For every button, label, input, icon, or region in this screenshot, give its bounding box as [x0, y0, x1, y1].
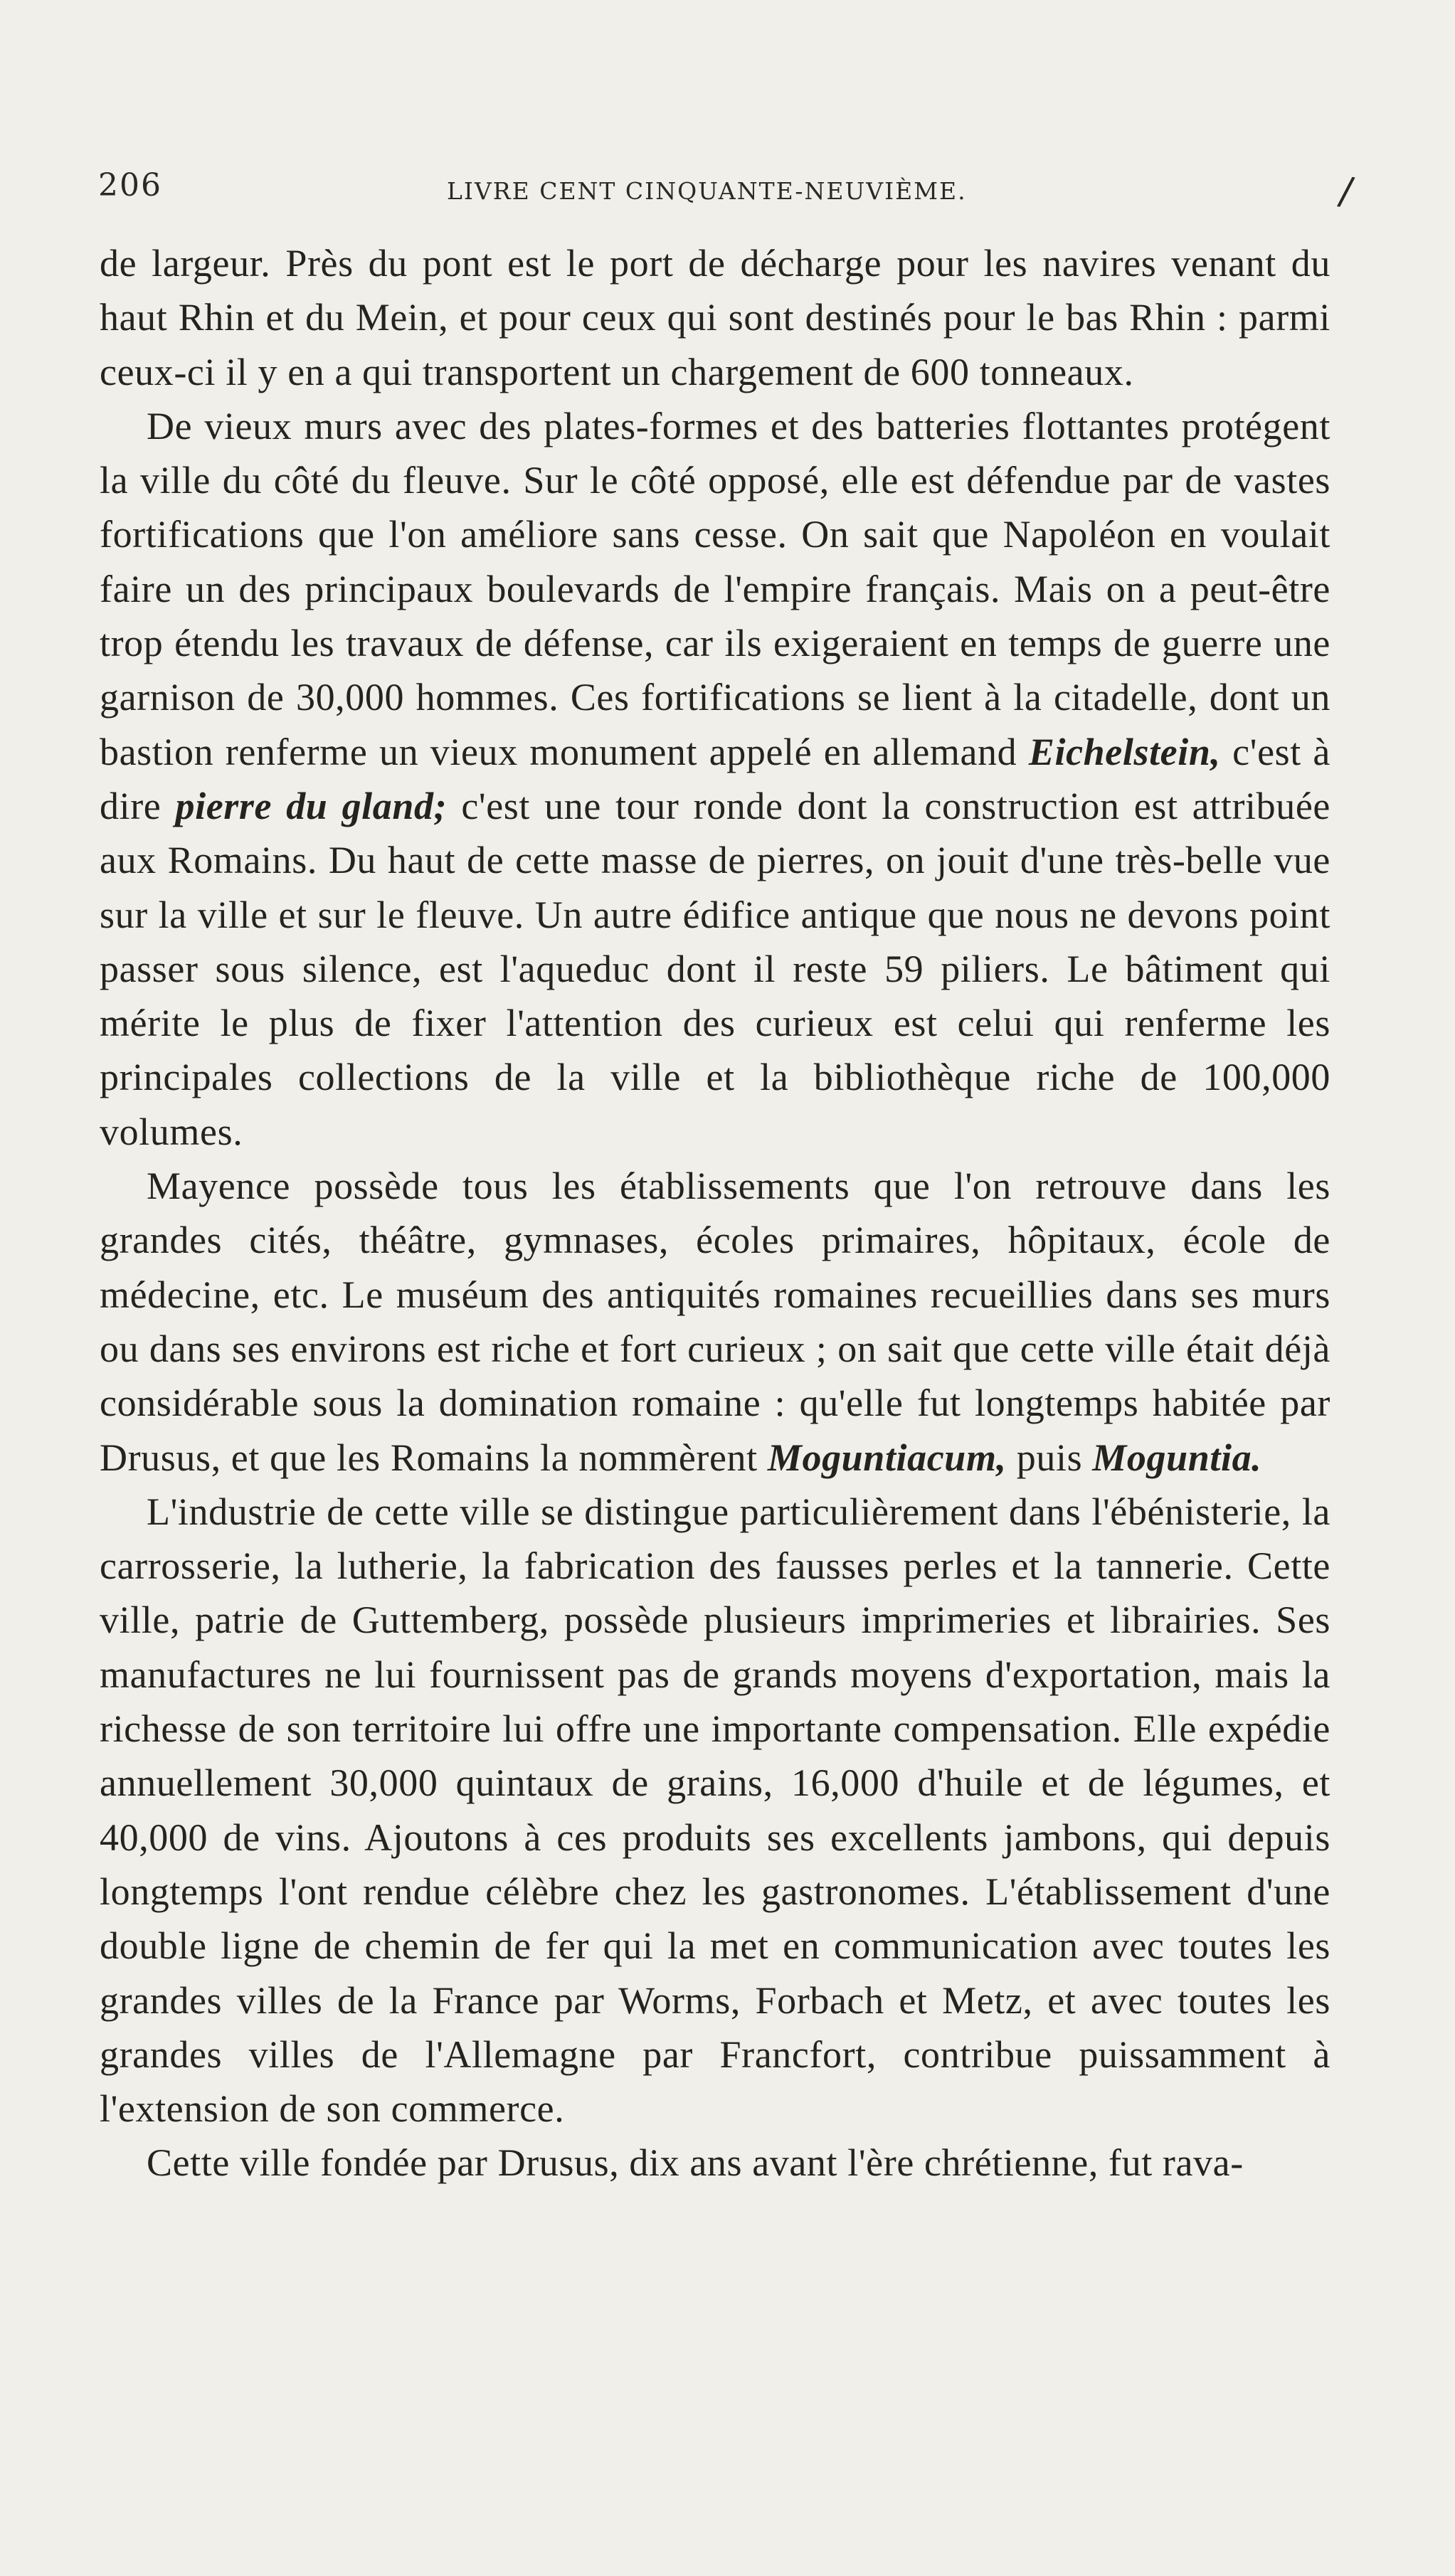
paragraph-text: c'est une tour ronde dont la construction est attribuée aux Romains. Du haut de cette masse de pierres, on jouit d'une très-belle vue sur la ville et sur le fleuve. Un autre édifice antique que nous ne devons point passer sous silence, est l'aqueduc dont il reste 59 piliers. Le bâtiment qui mérite le plus de fixer l'attention des curieux est celui qui renferme les principales collections de la ville et la bibliothèque riche de 100,000 volumes.: [100, 784, 1330, 1153]
paragraph-text: L'industrie de cette ville se distingue particulièrement dans l'ébénisterie, la carrosserie, la lutherie, la fabrication des fausses perles et la tannerie. Cette ville, patrie de Guttemberg, possède plusieurs imprimeries et librairies. Ses manufactures ne lui fournissent pas de grands moyens d'exportation, mais la richesse de son territoire lui offre une importante compensation. Elle expédie annuellement 30,000 quintaux de grains, 16,000 d'huile et de légumes, et 40,000 de vins. Ajoutons à ces produits ses excellents jambons, qui depuis longtemps l'ont rendue célèbre chez les gastronomes. L'établissement d'une double ligne de chemin de fer qui la met en communication avec toutes les grandes villes de la France par Worms, Forbach et Metz, et avec toutes les grandes villes de l'Allemagne par Francfort, contribue puissamment à l'extension de son commerce.: [100, 1490, 1330, 2131]
italic-term: Moguntia.: [1092, 1436, 1262, 1479]
paragraph-text: Cette ville fondée par Drusus, dix ans avant l'ère chrétienne, fut rava-: [147, 2141, 1244, 2185]
italic-term: Moguntiacum,: [767, 1436, 1007, 1479]
page-number: 206: [98, 167, 162, 203]
paragraph-fortifications: [100, 399, 1330, 1159]
paragraph-continuation: [100, 236, 1330, 399]
paragraph-text: De vieux murs avec des plates-formes et des batteries flottantes protégent la ville du côté du fleuve. Sur le côté opposé, elle est défendue par de vastes fortifications que l'on améliore sans cesse. On sait que Napoléon en voulait faire un des principaux boulevards de l'empire français. Mais on a peut-être trop étendu les travaux de défense, car ils exigeraient en temps de guerre une garnison de 30,000 hommes. Ces fortifications se lient à la citadelle, dont un bastion renferme un vieux monument appelé en allemand: [100, 404, 1330, 773]
italic-term: Eichelstein,: [1028, 730, 1221, 773]
paragraph-text: de largeur. Près du pont est le port de décharge pour les navires venant du haut Rhin et du Mein, et pour ceux qui sont destinés pour le bas Rhin : parmi ceux-ci il y en a qui transportent un chargement de 600 tonneaux.: [100, 242, 1330, 393]
paragraph-text: puis: [1016, 1436, 1083, 1479]
paragraph-text: c'est à dire: [100, 730, 1331, 827]
paragraph-history: [100, 2136, 1330, 2190]
paragraph-industry: [100, 1485, 1330, 2136]
paragraph-text: Mayence possède tous les établissements que l'on retrouve dans les grandes cités, théâtre, gymnases, écoles primaires, hôpitaux, école de médecine, etc. Le muséum des antiquités romaines recueillies dans ses murs ou dans ses environs est riche et fort curieux ; on sait que cette ville était déjà considérable sous la domination romaine : qu'elle fut longtemps habitée par Drusus, et que les Romains la nommèrent: [100, 1165, 1330, 1479]
running-title: LIVRE CENT CINQUANTE-NEUVIÈME.: [447, 177, 967, 205]
paragraph-institutions: [100, 1159, 1330, 1485]
italic-term: pierre du gland;: [175, 784, 448, 827]
body-text: [100, 236, 1330, 2190]
margin-mark: /: [1335, 167, 1357, 215]
running-header: [98, 167, 1357, 224]
